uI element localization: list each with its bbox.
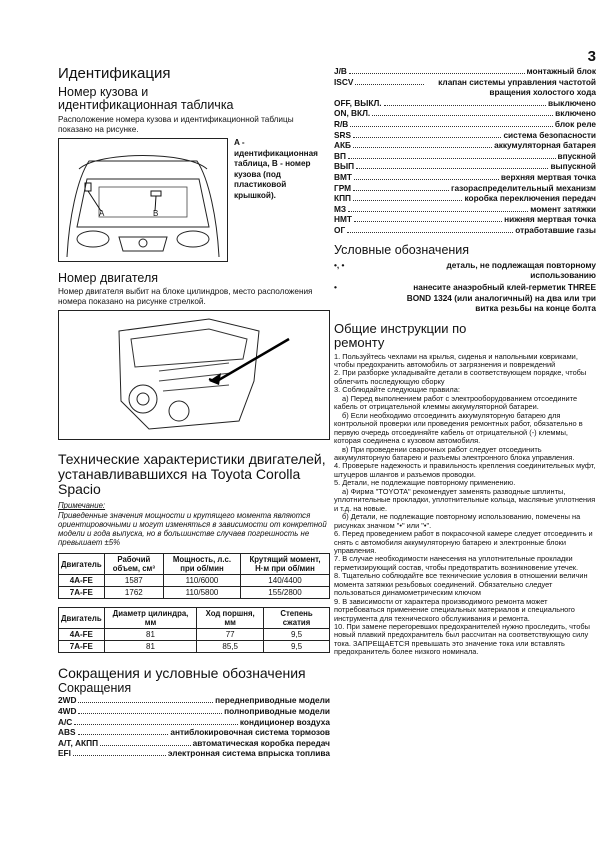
abbreviation-row	[334, 204, 596, 215]
abbreviation-term: ВП	[334, 150, 346, 161]
abbreviation-row	[334, 183, 596, 194]
leader-dots	[78, 707, 222, 714]
figure-caption: A - идентификационная таблица, B - номер кузова (под пластиковой крышкой).	[234, 138, 318, 200]
abbreviation-row	[334, 151, 596, 162]
table-row	[59, 587, 330, 599]
abbreviation-term: EFI	[58, 748, 71, 759]
table-row	[59, 629, 330, 641]
abbreviation-term: ABS	[58, 727, 76, 738]
leader-dots	[353, 131, 501, 138]
abbreviation-row	[58, 717, 330, 728]
symbols-heading: Условные обозначения	[334, 242, 470, 257]
leader-dots	[372, 109, 553, 116]
abbreviation-meaning: впускной	[557, 150, 596, 161]
table-cell: 81	[104, 641, 197, 653]
figure-label-a: A	[99, 209, 105, 219]
instruction-item: б) Если необходимо отсоединить аккумуляторную батарею для контрольной проверки или проведения ремонтных работ, обязательно в первую очередь отсоединяйте кабель от отрицательной (-) клеммы, которая соединена с кузовом автомобиля.	[334, 410, 583, 446]
table-row	[59, 575, 330, 587]
leader-dots	[78, 696, 213, 703]
abbreviation-meaning: монтажный блок	[526, 66, 596, 76]
engine-figure	[58, 310, 330, 440]
abbreviation-meaning: выключено	[548, 97, 596, 108]
leader-dots	[349, 67, 525, 74]
instruction-item: 3. Соблюдайте следующие правила:	[334, 385, 460, 395]
symbol-entry	[334, 260, 596, 281]
abbreviations-subheading: Сокращения	[58, 681, 132, 696]
table-cell: 7A-FE	[59, 587, 105, 599]
abbreviation-row	[334, 140, 596, 151]
abbreviations-heading: Сокращения и условные обозначения	[58, 665, 306, 682]
table-cell: 81	[104, 629, 197, 641]
abbreviation-row	[334, 130, 596, 141]
instruction-item: 6. Перед проведением работ в покрасочной камере следует отсоединить и снять с автомобиля аккумуляторную батарею и электронные блоки управления.	[334, 529, 593, 555]
table-cell: 1587	[104, 575, 163, 587]
instruction-item: 7. В случае необходимости нанесения на уплотнительные прокладки герметизирующий состав, чтобы предотвратить возникновение утечек.	[334, 554, 579, 572]
engine-number-heading: Номер двигателя	[58, 271, 159, 286]
table-cell: 4A-FE	[59, 629, 105, 641]
abbreviation-meaning: автоматическая коробка передач	[192, 737, 330, 748]
leader-dots	[354, 215, 502, 222]
table-header: Диаметр цилиндра, мм	[104, 608, 197, 629]
abbreviation-meaning: система безопасности	[503, 129, 596, 140]
engine-drawing	[59, 311, 329, 439]
instruction-item: 1. Пользуйтесь чехлами на крылья, сиденья и напольными ковриками, чтобы предохранить автомобиль от загрязнения и повреждений	[334, 351, 578, 369]
abbreviation-meaning: момент затяжки	[530, 203, 596, 214]
abbreviation-row	[334, 225, 596, 236]
abbreviation-meaning: клапан системы управления частотой вращения холостого хода	[438, 76, 596, 98]
table-header: Двигатель	[59, 608, 105, 629]
abbreviation-term: 2WD	[58, 695, 77, 706]
abbreviation-row	[334, 98, 596, 109]
abbreviation-row	[334, 193, 596, 204]
abbreviation-meaning: газораспределительный механизм	[451, 182, 596, 193]
instruction-item: 2. При разборке укладывайте детали в соответствующем порядке, чтобы облегчить последующую сборку	[334, 368, 587, 386]
instruction-item: 4. Проверьте надежность и правильность крепления соединительных муфт, штуцеров шлангов и разъемов проводки.	[334, 461, 596, 479]
leader-dots	[348, 205, 528, 212]
leader-dots	[356, 162, 548, 169]
page-number: 3	[587, 48, 596, 65]
abbreviation-term: OFF, ВЫКЛ.	[334, 97, 382, 108]
abbreviation-row	[334, 214, 596, 225]
table-cell: 9,5	[264, 641, 330, 653]
abbreviation-row	[334, 108, 596, 119]
abbreviation-term: A/T, АКПП	[58, 737, 99, 748]
table-cell: 77	[197, 629, 264, 641]
abbreviation-meaning: аккумуляторная батарея	[494, 140, 596, 151]
figure-label-b: B	[153, 209, 159, 219]
abbreviation-term: МЗ	[334, 203, 347, 214]
instruction-item: б) Детали, не подлежащие повторному использованию, помечены на рисунках значком "•" или "•".	[334, 512, 581, 530]
abbreviation-term: ОГ	[334, 224, 346, 235]
abbreviation-term: АКБ	[334, 140, 352, 151]
general-instructions-heading: Общие инструкции по ремонту	[334, 320, 467, 350]
abbreviation-meaning: коробка переключения передач	[464, 193, 596, 204]
table-header: Степень сжатия	[264, 608, 330, 629]
leader-dots	[78, 728, 169, 735]
abbreviation-meaning: выпускной	[550, 161, 596, 172]
instruction-item: 8. Тщательно соблюдайте все технические условия в отношении величин момента затяжки резьбовых соединений. Обязательно следует пользоваться динамометрическим ключом	[334, 571, 588, 598]
abbreviation-row	[58, 695, 330, 706]
abbreviation-meaning: электронная система впрыска топлива	[167, 748, 330, 759]
note-text: Приведенные значения мощности и крутящего момента являются ориентировочными и могут изменяться в зависимости от конкретной модели и года выпуска, но в большинстве случаев погрешность не превышает ±5%	[58, 510, 327, 548]
abbreviation-meaning: включено	[555, 108, 596, 119]
abbreviation-row	[334, 161, 596, 172]
symbol-key: •, •	[334, 259, 345, 270]
left-abbreviation-list	[58, 695, 330, 759]
table-cell: 4A-FE	[59, 575, 105, 587]
leader-dots	[348, 152, 556, 159]
abbreviation-term: R/B	[334, 118, 349, 129]
leader-dots	[353, 141, 492, 148]
abbreviation-meaning: блок реле	[554, 118, 596, 129]
leader-dots	[347, 226, 513, 233]
engine-number-text: Номер двигателя выбит на блоке цилиндров, место расположения номера показано на рисунке стрелкой.	[58, 287, 313, 306]
abbreviation-term: ВМТ	[334, 171, 352, 182]
leader-dots	[353, 184, 449, 191]
instruction-item: 5. Детали, не подлежащие повторному применению.	[334, 478, 516, 488]
table-cell: 85,5	[197, 641, 264, 653]
abbreviation-term: ГРМ	[334, 182, 352, 193]
instruction-item: а) Фирма "TOYOTA" рекомендует заменять разводные шплинты, уплотнительные прокладки, уплотнительные кольца, масляные уплотнения и т.д. на новые.	[334, 486, 596, 513]
abbreviation-term: ON, ВКЛ.	[334, 108, 371, 119]
abbreviation-meaning: кондиционер воздуха	[239, 716, 330, 727]
abbreviation-term: 4WD	[58, 705, 77, 716]
abbreviation-meaning: нижняя мертвая точка	[504, 214, 596, 225]
instructions-list	[334, 353, 596, 657]
abbreviation-term: ВЫП	[334, 161, 355, 172]
leader-dots	[355, 78, 424, 85]
abbreviation-meaning: полноприводные модели	[224, 705, 330, 716]
note-label: Примечание:	[58, 501, 106, 511]
abbreviation-row	[334, 66, 596, 77]
table-header: Двигатель	[59, 554, 105, 575]
table-header: Крутящий момент, Н·м при об/мин	[240, 554, 329, 575]
leader-dots	[384, 99, 546, 106]
symbol-entry	[334, 282, 596, 313]
instruction-item: 9. В зависимости от характера производимого ремонта может потребоваться применение специальных материалов и специального инструмента для технического обслуживания и ремонта.	[334, 596, 575, 623]
table-header: Мощность, л.с. при об/мин	[164, 554, 241, 575]
abbreviation-row	[58, 748, 330, 759]
abbreviation-meaning: антиблокировочная система тормозов	[170, 727, 330, 738]
cylinder-table	[58, 607, 330, 653]
abbreviation-term: SRS	[334, 129, 352, 140]
symbol-description: нанесите анаэробный клей-герметик THREE BOND 1324 (или аналогичный) на два или три витка резьбы на конце болта	[406, 282, 596, 314]
abbreviation-term: НМТ	[334, 214, 352, 225]
abbreviation-meaning: верхняя мертвая точка	[500, 171, 596, 182]
body-number-text: Расположение номера кузова и идентификационной таблицы показано на рисунке.	[58, 115, 294, 134]
abbreviation-row	[58, 706, 330, 717]
abbreviation-term: КПП	[334, 193, 351, 204]
abbreviation-row	[334, 119, 596, 130]
table-header: Ход поршня, мм	[197, 608, 264, 629]
table-cell: 140/4400	[240, 575, 329, 587]
instruction-item: в) При проведении сварочных работ следует отсоединить аккумуляторную батарею и разъемы электронного блока управления.	[334, 444, 575, 462]
abbreviation-row	[334, 172, 596, 183]
leader-dots	[74, 718, 238, 725]
table-row	[59, 641, 330, 653]
body-number-heading: Номер кузова и идентификационная табличка	[58, 85, 234, 112]
abbreviation-term: A/C	[58, 716, 73, 727]
car-front-drawing	[59, 139, 227, 261]
leader-dots	[350, 120, 553, 127]
table-cell: 9,5	[264, 629, 330, 641]
abbreviation-row	[58, 738, 330, 749]
symbol-key: •	[334, 282, 337, 293]
instruction-item: а) Перед выполнением работ с электрооборудованием отсоедините кабель от отрицательной клеммы аккумуляторной батареи.	[334, 393, 578, 412]
table-header: Рабочий объем, см³	[104, 554, 163, 575]
table-cell: 110/5800	[164, 587, 241, 599]
table-cell: 1762	[104, 587, 163, 599]
abbreviation-row	[58, 727, 330, 738]
abbreviation-term: ISCV	[334, 76, 354, 87]
car-front-figure	[58, 138, 228, 262]
abbreviation-term: J/B	[334, 66, 347, 76]
table-cell: 7A-FE	[59, 641, 105, 653]
right-column	[334, 66, 596, 657]
abbreviation-row	[334, 77, 596, 98]
identification-heading: Идентификация	[58, 65, 171, 82]
right-abbreviation-list	[334, 66, 596, 236]
leader-dots	[73, 749, 166, 756]
specs-heading: Технические характеристики двигателей, устанавливавшихся на Toyota Corolla Spacio	[58, 451, 326, 498]
leader-dots	[354, 173, 499, 180]
table-cell: 155/2800	[240, 587, 329, 599]
table-cell: 110/6000	[164, 575, 241, 587]
abbreviation-meaning: отработавшие газы	[515, 224, 596, 235]
abbreviation-meaning: переднеприводные модели	[215, 695, 330, 706]
left-column	[58, 66, 330, 759]
power-table	[58, 553, 330, 599]
leader-dots	[100, 739, 191, 746]
instruction-item: 10. При замене перегоревших предохранителей нужно проследить, чтобы новый плавкий предохранитель был рассчитан на соответствующую силу тока. ЗАПРЕЩАЕТСЯ превышать это значение тока или вставлять предохранитель более низкого номинала.	[334, 622, 590, 657]
leader-dots	[353, 194, 462, 201]
symbol-description: деталь, не подлежащая повторному использованию	[446, 259, 596, 280]
